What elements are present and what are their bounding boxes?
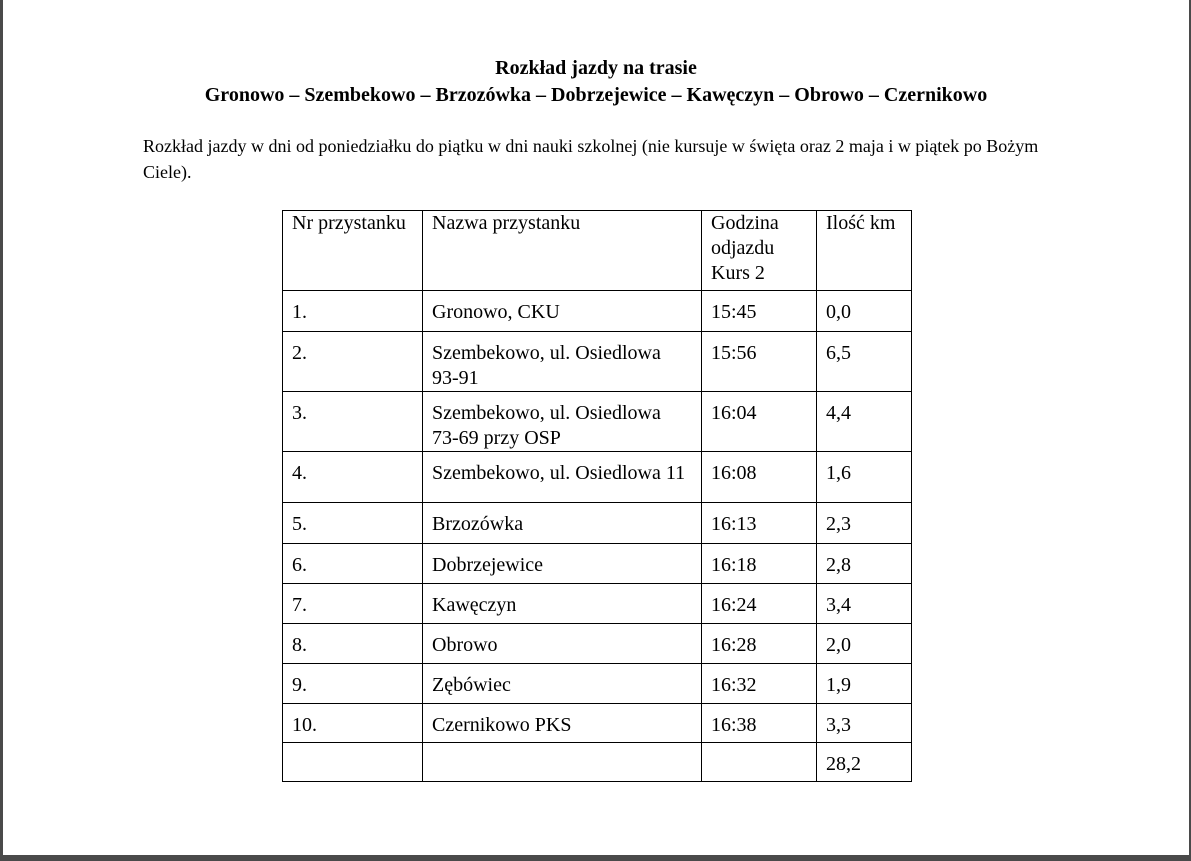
table-row: [283, 291, 912, 332]
stop-number-cell: 7.: [283, 584, 423, 624]
stop-number-cell: 8.: [283, 624, 423, 664]
departure-time-cell: 16:13: [702, 503, 817, 544]
departure-time-cell: 16:38: [702, 704, 817, 743]
distance-km-cell: 28,2: [817, 743, 912, 782]
stop-number-cell: 1.: [283, 291, 423, 332]
stop-name-cell: Czernikowo PKS: [423, 704, 702, 743]
table-row: [283, 452, 912, 503]
schedule-description: Rozkład jazdy w dni od poniedziałku do piątku w dni nauki szkolnej (nie kursuje w święta oraz 2 maja i w piątek po Bożym Ciele).: [143, 136, 1039, 182]
departure-time-cell: 16:08: [702, 452, 817, 503]
stop-number-cell: 9.: [283, 664, 423, 704]
table-row: [283, 392, 912, 452]
distance-km-cell: 2,8: [817, 544, 912, 584]
table-row: [283, 544, 912, 584]
stop-name-cell: Gronowo, CKU: [423, 291, 702, 332]
stop-name-cell: Brzozówka: [423, 503, 702, 544]
stop-name-cell: Szembekowo, ul. Osiedlowa 93-91: [423, 332, 702, 392]
table-row: [283, 704, 912, 743]
document-title: Rozkład jazdy na trasie: [495, 57, 697, 79]
stop-number-cell: 2.: [283, 332, 423, 392]
table-header-row: [283, 211, 912, 291]
distance-km-cell: 6,5: [817, 332, 912, 392]
stop-name-cell: Szembekowo, ul. Osiedlowa 11: [423, 452, 702, 503]
distance-km-cell: 1,9: [817, 664, 912, 704]
distance-km-cell: 1,6: [817, 452, 912, 503]
stop-number-cell: [283, 743, 423, 782]
table-row: [283, 503, 912, 544]
stop-name-cell: Dobrzejewice: [423, 544, 702, 584]
distance-km-cell: 0,0: [817, 291, 912, 332]
table-row: [283, 624, 912, 664]
departure-time-cell: 16:18: [702, 544, 817, 584]
stop-number-cell: 3.: [283, 392, 423, 452]
stop-name-cell: Kawęczyn: [423, 584, 702, 624]
departure-time-cell: 16:24: [702, 584, 817, 624]
distance-km-cell: 4,4: [817, 392, 912, 452]
distance-km-cell: 3,3: [817, 704, 912, 743]
route-title: Gronowo – Szembekowo – Brzozówka – Dobrzejewice – Kawęczyn – Obrowo – Czernikowo: [204, 84, 988, 106]
header-stop-name: Nazwa przystanku: [423, 211, 702, 291]
header-distance-km: Ilość km: [817, 211, 912, 291]
distance-km-cell: 2,3: [817, 503, 912, 544]
header-departure-time: Godzina odjazdu Kurs 2: [702, 211, 817, 291]
stop-name-cell: Zębówiec: [423, 664, 702, 704]
departure-time-cell: 15:56: [702, 332, 817, 392]
schedule-table: [282, 210, 912, 782]
departure-time-cell: 16:28: [702, 624, 817, 664]
table-row: [283, 584, 912, 624]
stop-number-cell: 6.: [283, 544, 423, 584]
departure-time-cell: 16:04: [702, 392, 817, 452]
table-row: [283, 332, 912, 392]
stop-name-cell: Szembekowo, ul. Osiedlowa 73-69 przy OSP: [423, 392, 702, 452]
departure-time-cell: 16:32: [702, 664, 817, 704]
document-page: [3, 0, 1189, 855]
stop-name-cell: Obrowo: [423, 624, 702, 664]
distance-km-cell: 2,0: [817, 624, 912, 664]
table-row: [283, 743, 912, 782]
header-stop-number: Nr przystanku: [283, 211, 423, 291]
stop-number-cell: 4.: [283, 452, 423, 503]
departure-time-cell: [702, 743, 817, 782]
distance-km-cell: 3,4: [817, 584, 912, 624]
departure-time-cell: 15:45: [702, 291, 817, 332]
table-row: [283, 664, 912, 704]
stop-number-cell: 5.: [283, 503, 423, 544]
stop-name-cell: [423, 743, 702, 782]
stop-number-cell: 10.: [283, 704, 423, 743]
